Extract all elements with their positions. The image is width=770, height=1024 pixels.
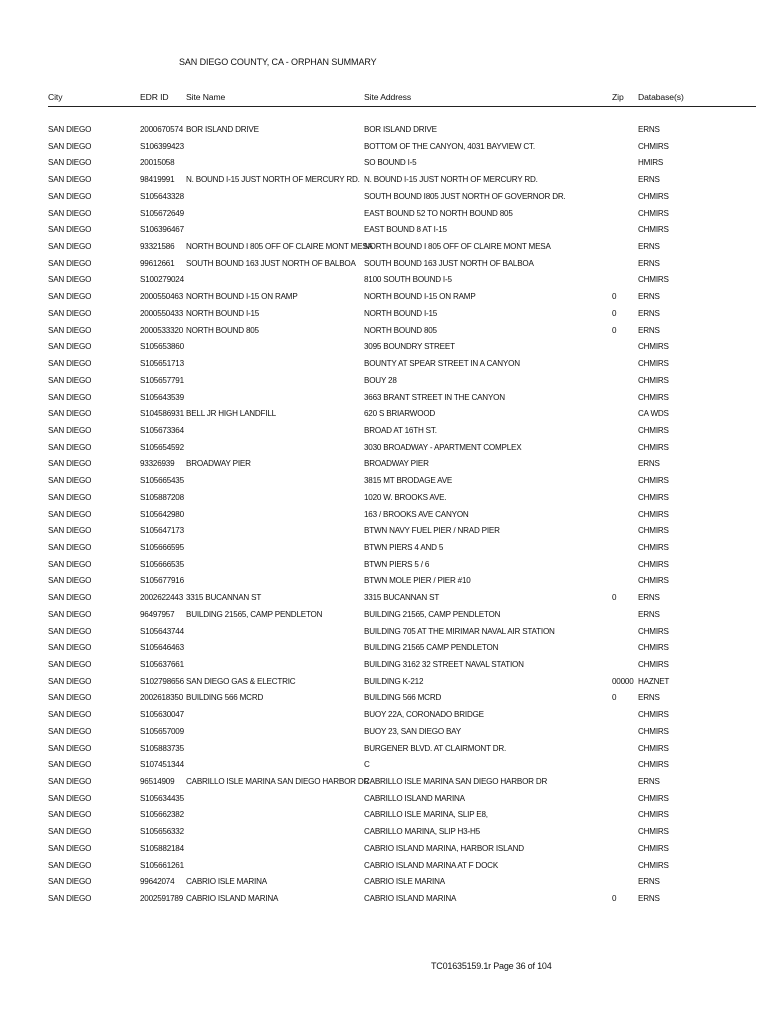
zip-cell: 0 xyxy=(612,593,617,603)
databases-cell: CHMIRS xyxy=(638,743,669,753)
column-header-databases: Database(s) xyxy=(638,92,684,102)
site-address-cell: NORTH BOUND I-15 xyxy=(364,308,438,318)
site-name-cell: BUILDING 21565, CAMP PENDLETON xyxy=(186,609,323,619)
edr-id-cell: 98419991 xyxy=(140,175,175,185)
city-cell: SAN DIEGO xyxy=(48,275,92,285)
table-row xyxy=(0,794,770,811)
databases-cell: CHMIRS xyxy=(638,392,669,402)
table-row xyxy=(0,777,770,794)
city-cell: SAN DIEGO xyxy=(48,793,92,803)
databases-cell: CHMIRS xyxy=(638,643,669,653)
edr-id-cell: S105673364 xyxy=(140,425,184,435)
edr-id-cell: 2002618350 xyxy=(140,693,184,703)
site-address-cell: CABRIO ISLAND MARINA AT F DOCK xyxy=(364,860,499,870)
site-address-cell: CABRILLO ISLAND MARINA xyxy=(364,793,465,803)
table-row xyxy=(0,192,770,209)
databases-cell: ERNS xyxy=(638,325,660,335)
databases-cell: HAZNET xyxy=(638,676,670,686)
databases-cell: CHMIRS xyxy=(638,760,669,770)
databases-cell: CHMIRS xyxy=(638,476,669,486)
edr-id-cell: 2002591789 xyxy=(140,894,184,904)
city-cell: SAN DIEGO xyxy=(48,777,92,787)
city-cell: SAN DIEGO xyxy=(48,559,92,569)
edr-id-cell: S105653860 xyxy=(140,342,184,352)
databases-cell: ERNS xyxy=(638,894,660,904)
site-address-cell: BUILDING 21565 CAMP PENDLETON xyxy=(364,643,499,653)
table-row xyxy=(0,158,770,175)
table-row xyxy=(0,225,770,242)
city-cell: SAN DIEGO xyxy=(48,225,92,235)
databases-cell: CHMIRS xyxy=(638,660,669,669)
table-row xyxy=(0,643,770,660)
databases-cell: HMIRS xyxy=(638,158,664,168)
table-row xyxy=(0,744,770,761)
site-address-cell: BUILDING 566 MCRD xyxy=(364,693,442,703)
site-address-cell: 3030 BROADWAY - APARTMENT COMPLEX xyxy=(364,442,522,452)
table-row xyxy=(0,326,770,343)
city-cell: SAN DIEGO xyxy=(48,375,92,385)
edr-id-cell: 99612661 xyxy=(140,258,175,268)
site-address-cell: BOUY 28 xyxy=(364,375,397,385)
table-row xyxy=(0,526,770,543)
edr-id-cell: S106396467 xyxy=(140,225,184,235)
table-row xyxy=(0,760,770,777)
site-address-cell: NORTH BOUND I 805 OFF OF CLAIRE MONT MESA xyxy=(364,242,551,252)
table-row xyxy=(0,175,770,192)
table-row xyxy=(0,309,770,326)
site-name-cell: CABRIO ISLE MARINA xyxy=(186,877,267,887)
city-cell: SAN DIEGO xyxy=(48,409,92,419)
edr-id-cell: S105643744 xyxy=(140,626,184,636)
table-row xyxy=(0,727,770,744)
edr-id-cell: 99642074 xyxy=(140,877,175,887)
zip-cell: 0 xyxy=(612,308,617,318)
edr-id-cell: S104586931 xyxy=(140,409,184,419)
databases-cell: CHMIRS xyxy=(638,375,669,385)
city-cell: SAN DIEGO xyxy=(48,191,92,201)
databases-cell: CHMIRS xyxy=(638,542,669,552)
city-cell: SAN DIEGO xyxy=(48,676,92,686)
site-name-cell: BELL JR HIGH LANDFILL xyxy=(186,409,276,419)
site-address-cell: EAST BOUND 52 TO NORTH BOUND 805 xyxy=(364,208,513,218)
edr-id-cell: 2000533320 xyxy=(140,325,184,335)
edr-id-cell: 20015058 xyxy=(140,158,175,168)
databases-cell: CHMIRS xyxy=(638,225,669,235)
site-name-cell: 3315 BUCANNAN ST xyxy=(186,593,262,603)
header-divider xyxy=(48,106,756,107)
databases-cell: ERNS xyxy=(638,308,660,318)
site-address-cell: BTWN PIERS 5 / 6 xyxy=(364,559,430,569)
databases-cell: ERNS xyxy=(638,258,660,268)
city-cell: SAN DIEGO xyxy=(48,576,92,586)
databases-cell: CHMIRS xyxy=(638,141,669,151)
databases-cell: CHMIRS xyxy=(638,710,669,720)
site-address-cell: BUILDING 21565, CAMP PENDLETON xyxy=(364,609,501,619)
site-address-cell: BROAD AT 16TH ST. xyxy=(364,425,437,435)
table-body xyxy=(0,125,770,911)
site-address-cell: NORTH BOUND 805 xyxy=(364,325,437,335)
table-row xyxy=(0,810,770,827)
table-row xyxy=(0,877,770,894)
site-address-cell: SOUTH BOUND I805 JUST NORTH OF GOVERNOR DR. xyxy=(364,191,566,201)
city-cell: SAN DIEGO xyxy=(48,509,92,519)
table-row xyxy=(0,710,770,727)
databases-cell: ERNS xyxy=(638,777,660,787)
page-footer: TC01635159.1r Page 36 of 104 xyxy=(431,961,552,971)
table-row xyxy=(0,393,770,410)
city-cell: SAN DIEGO xyxy=(48,593,92,603)
edr-id-cell: 93326939 xyxy=(140,459,175,469)
site-address-cell: BUILDING 705 AT THE MIRIMAR NAVAL AIR STATION xyxy=(364,626,555,636)
edr-id-cell: S105661261 xyxy=(140,860,184,870)
city-cell: SAN DIEGO xyxy=(48,425,92,435)
databases-cell: CHMIRS xyxy=(638,576,669,586)
site-address-cell: NORTH BOUND I-15 ON RAMP xyxy=(364,292,476,302)
site-address-cell: BUOY 23, SAN DIEGO BAY xyxy=(364,726,461,736)
table-row xyxy=(0,560,770,577)
table-row xyxy=(0,543,770,560)
edr-id-cell: S105882184 xyxy=(140,843,184,853)
databases-cell: ERNS xyxy=(638,292,660,302)
edr-id-cell: S105634435 xyxy=(140,793,184,803)
edr-id-cell: S105666595 xyxy=(140,542,184,552)
databases-cell: CHMIRS xyxy=(638,425,669,435)
databases-cell: CHMIRS xyxy=(638,275,669,285)
table-row xyxy=(0,861,770,878)
databases-cell: CHMIRS xyxy=(638,526,669,536)
databases-cell: CHMIRS xyxy=(638,559,669,569)
table-row xyxy=(0,844,770,861)
site-address-cell: BTWN PIERS 4 AND 5 xyxy=(364,542,444,552)
city-cell: SAN DIEGO xyxy=(48,158,92,168)
city-cell: SAN DIEGO xyxy=(48,292,92,302)
site-name-cell: N. BOUND I-15 JUST NORTH OF MERCURY RD. xyxy=(186,175,360,185)
edr-id-cell: 2002622443 xyxy=(140,593,184,603)
city-cell: SAN DIEGO xyxy=(48,492,92,502)
site-address-cell: CABRIO ISLAND MARINA, HARBOR ISLAND xyxy=(364,843,524,853)
databases-cell: ERNS xyxy=(638,693,660,703)
site-address-cell: 3815 MT BRODAGE AVE xyxy=(364,476,453,486)
city-cell: SAN DIEGO xyxy=(48,743,92,753)
edr-id-cell: S105643539 xyxy=(140,392,184,402)
table-row xyxy=(0,510,770,527)
city-cell: SAN DIEGO xyxy=(48,125,92,134)
table-row xyxy=(0,493,770,510)
city-cell: SAN DIEGO xyxy=(48,542,92,552)
table-row xyxy=(0,342,770,359)
site-address-cell: SO BOUND I-5 xyxy=(364,158,417,168)
edr-id-cell: S105643328 xyxy=(140,191,184,201)
city-cell: SAN DIEGO xyxy=(48,342,92,352)
edr-id-cell: S105647173 xyxy=(140,526,184,536)
column-header-edr-id: EDR ID xyxy=(140,92,169,102)
site-address-cell: 163 / BROOKS AVE CANYON xyxy=(364,509,469,519)
city-cell: SAN DIEGO xyxy=(48,643,92,653)
site-address-cell: BOUNTY AT SPEAR STREET IN A CANYON xyxy=(364,359,520,369)
databases-cell: CHMIRS xyxy=(638,726,669,736)
edr-id-cell: 93321586 xyxy=(140,242,175,252)
databases-cell: CHMIRS xyxy=(638,626,669,636)
edr-id-cell: 2000550463 xyxy=(140,292,184,302)
databases-cell: CHMIRS xyxy=(638,810,669,820)
table-row xyxy=(0,359,770,376)
site-address-cell: BUOY 22A, CORONADO BRIDGE xyxy=(364,710,484,720)
databases-cell: ERNS xyxy=(638,877,660,887)
site-address-cell: 3315 BUCANNAN ST xyxy=(364,593,440,603)
databases-cell: CA WDS xyxy=(638,409,669,419)
city-cell: SAN DIEGO xyxy=(48,442,92,452)
site-address-cell: 620 S BRIARWOOD xyxy=(364,409,436,419)
databases-cell: ERNS xyxy=(638,175,660,185)
databases-cell: CHMIRS xyxy=(638,843,669,853)
table-row xyxy=(0,660,770,677)
city-cell: SAN DIEGO xyxy=(48,308,92,318)
city-cell: SAN DIEGO xyxy=(48,827,92,837)
site-name-cell: NORTH BOUND 805 xyxy=(186,325,259,335)
site-address-cell: N. BOUND I-15 JUST NORTH OF MERCURY RD. xyxy=(364,175,538,185)
edr-id-cell: S105666535 xyxy=(140,559,184,569)
city-cell: SAN DIEGO xyxy=(48,860,92,870)
city-cell: SAN DIEGO xyxy=(48,810,92,820)
site-address-cell: CABRIO ISLE MARINA xyxy=(364,877,445,887)
databases-cell: ERNS xyxy=(638,242,660,252)
site-name-cell: BOR ISLAND DRIVE xyxy=(186,125,259,134)
city-cell: SAN DIEGO xyxy=(48,476,92,486)
table-row xyxy=(0,275,770,292)
city-cell: SAN DIEGO xyxy=(48,359,92,369)
table-row xyxy=(0,627,770,644)
table-row xyxy=(0,693,770,710)
city-cell: SAN DIEGO xyxy=(48,693,92,703)
databases-cell: CHMIRS xyxy=(638,342,669,352)
edr-id-cell: S105637661 xyxy=(140,660,184,669)
edr-id-cell: S102798656 xyxy=(140,676,184,686)
table-row xyxy=(0,677,770,694)
table-row xyxy=(0,476,770,493)
site-address-cell: 8100 SOUTH BOUND I-5 xyxy=(364,275,452,285)
city-cell: SAN DIEGO xyxy=(48,141,92,151)
city-cell: SAN DIEGO xyxy=(48,626,92,636)
edr-id-cell: S105677916 xyxy=(140,576,184,586)
edr-id-cell: S105651713 xyxy=(140,359,184,369)
city-cell: SAN DIEGO xyxy=(48,526,92,536)
site-name-cell: SAN DIEGO GAS & ELECTRIC xyxy=(186,676,296,686)
site-address-cell: BURGENER BLVD. AT CLAIRMONT DR. xyxy=(364,743,507,753)
zip-cell: 0 xyxy=(612,894,617,904)
site-name-cell: CABRIO ISLAND MARINA xyxy=(186,894,279,904)
site-address-cell: CABRILLO ISLE MARINA, SLIP E8, xyxy=(364,810,488,820)
site-address-cell: BROADWAY PIER xyxy=(364,459,429,469)
city-cell: SAN DIEGO xyxy=(48,760,92,770)
city-cell: SAN DIEGO xyxy=(48,660,92,669)
table-row xyxy=(0,610,770,627)
site-name-cell: SOUTH BOUND 163 JUST NORTH OF BALBOA xyxy=(186,258,356,268)
site-address-cell: CABRILLO MARINA, SLIP H3-H5 xyxy=(364,827,480,837)
zip-cell: 0 xyxy=(612,325,617,335)
column-header-site-name: Site Name xyxy=(186,92,226,102)
table-row xyxy=(0,125,770,142)
zip-cell: 0 xyxy=(612,292,617,302)
edr-id-cell: S105630047 xyxy=(140,710,184,720)
site-address-cell: 1020 W. BROOKS AVE. xyxy=(364,492,447,502)
edr-id-cell: S105672649 xyxy=(140,208,184,218)
site-address-cell: BTWN MOLE PIER / PIER #10 xyxy=(364,576,471,586)
report-title: SAN DIEGO COUNTY, CA - ORPHAN SUMMARY xyxy=(179,57,377,67)
column-header-city: City xyxy=(48,92,63,102)
table-row xyxy=(0,593,770,610)
site-address-cell: 3663 BRANT STREET IN THE CANYON xyxy=(364,392,505,402)
edr-id-cell: S105656332 xyxy=(140,827,184,837)
edr-id-cell: S105657009 xyxy=(140,726,184,736)
databases-cell: CHMIRS xyxy=(638,442,669,452)
site-address-cell: EAST BOUND 8 AT I-15 xyxy=(364,225,447,235)
table-row xyxy=(0,142,770,159)
edr-id-cell: 2000550433 xyxy=(140,308,184,318)
site-name-cell: BUILDING 566 MCRD xyxy=(186,693,264,703)
table-row xyxy=(0,827,770,844)
databases-cell: ERNS xyxy=(638,125,660,134)
city-cell: SAN DIEGO xyxy=(48,175,92,185)
edr-id-cell: S105646463 xyxy=(140,643,184,653)
edr-id-cell: S107451344 xyxy=(140,760,184,770)
table-row xyxy=(0,376,770,393)
site-name-cell: BROADWAY PIER xyxy=(186,459,251,469)
site-address-cell: SOUTH BOUND 163 JUST NORTH OF BALBOA xyxy=(364,258,534,268)
site-address-cell: BUILDING K-212 xyxy=(364,676,424,686)
site-address-cell: BOR ISLAND DRIVE xyxy=(364,125,437,134)
databases-cell: ERNS xyxy=(638,609,660,619)
table-row xyxy=(0,443,770,460)
databases-cell: CHMIRS xyxy=(638,191,669,201)
city-cell: SAN DIEGO xyxy=(48,258,92,268)
city-cell: SAN DIEGO xyxy=(48,325,92,335)
column-header-zip: Zip xyxy=(612,92,624,102)
site-name-cell: CABRILLO ISLE MARINA SAN DIEGO HARBOR DR xyxy=(186,777,370,787)
site-name-cell: NORTH BOUND I-15 xyxy=(186,308,260,318)
table-row xyxy=(0,242,770,259)
site-address-cell: 3095 BOUNDRY STREET xyxy=(364,342,455,352)
edr-id-cell: 96514909 xyxy=(140,777,175,787)
column-header-site-address: Site Address xyxy=(364,92,412,102)
site-name-cell: NORTH BOUND I-15 ON RAMP xyxy=(186,292,298,302)
zip-cell: 0 xyxy=(612,693,617,703)
databases-cell: CHMIRS xyxy=(638,827,669,837)
databases-cell: CHMIRS xyxy=(638,359,669,369)
city-cell: SAN DIEGO xyxy=(48,710,92,720)
table-row xyxy=(0,259,770,276)
edr-id-cell: S100279024 xyxy=(140,275,184,285)
edr-id-cell: S105887208 xyxy=(140,492,184,502)
table-row xyxy=(0,576,770,593)
site-address-cell: C xyxy=(364,760,370,770)
edr-id-cell: S105642980 xyxy=(140,509,184,519)
city-cell: SAN DIEGO xyxy=(48,242,92,252)
edr-id-cell: S105654592 xyxy=(140,442,184,452)
city-cell: SAN DIEGO xyxy=(48,843,92,853)
city-cell: SAN DIEGO xyxy=(48,877,92,887)
site-address-cell: BUILDING 3162 32 STREET NAVAL STATION xyxy=(364,660,524,669)
site-address-cell: CABRIO ISLAND MARINA xyxy=(364,894,457,904)
databases-cell: CHMIRS xyxy=(638,860,669,870)
table-row xyxy=(0,209,770,226)
table-row xyxy=(0,894,770,911)
city-cell: SAN DIEGO xyxy=(48,726,92,736)
databases-cell: CHMIRS xyxy=(638,208,669,218)
edr-id-cell: S106399423 xyxy=(140,141,184,151)
edr-id-cell: 2000670574 xyxy=(140,125,184,134)
site-name-cell: NORTH BOUND I 805 OFF OF CLAIRE MONT MESA xyxy=(186,242,373,252)
site-address-cell: BTWN NAVY FUEL PIER / NRAD PIER xyxy=(364,526,500,536)
table-row xyxy=(0,409,770,426)
city-cell: SAN DIEGO xyxy=(48,459,92,469)
city-cell: SAN DIEGO xyxy=(48,894,92,904)
edr-id-cell: S105657791 xyxy=(140,375,184,385)
edr-id-cell: S105662382 xyxy=(140,810,184,820)
city-cell: SAN DIEGO xyxy=(48,392,92,402)
edr-id-cell: 96497957 xyxy=(140,609,175,619)
databases-cell: CHMIRS xyxy=(638,793,669,803)
city-cell: SAN DIEGO xyxy=(48,609,92,619)
site-address-cell: CABRILLO ISLE MARINA SAN DIEGO HARBOR DR xyxy=(364,777,548,787)
table-row xyxy=(0,426,770,443)
table-row xyxy=(0,292,770,309)
site-address-cell: BOTTOM OF THE CANYON, 4031 BAYVIEW CT. xyxy=(364,141,535,151)
edr-id-cell: S105883735 xyxy=(140,743,184,753)
databases-cell: CHMIRS xyxy=(638,509,669,519)
zip-cell: 00000 xyxy=(612,676,634,686)
databases-cell: ERNS xyxy=(638,459,660,469)
databases-cell: ERNS xyxy=(638,593,660,603)
city-cell: SAN DIEGO xyxy=(48,208,92,218)
table-row xyxy=(0,459,770,476)
edr-id-cell: S105665435 xyxy=(140,476,184,486)
databases-cell: CHMIRS xyxy=(638,492,669,502)
